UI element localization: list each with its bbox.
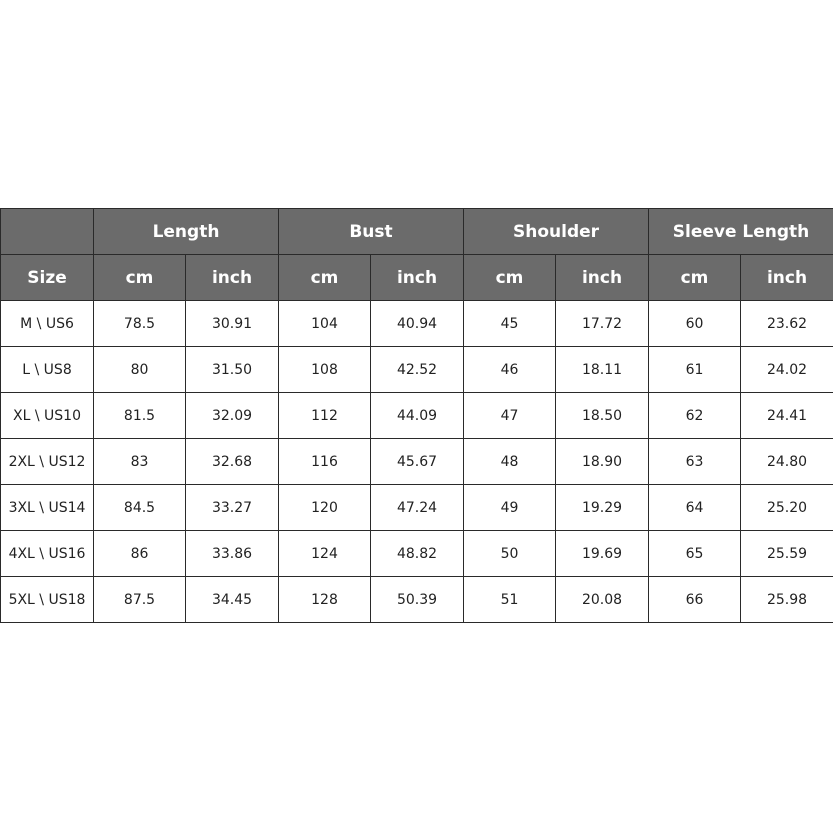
- value-cell: 25.98: [741, 577, 833, 623]
- value-cell: 116: [279, 439, 371, 485]
- unit-header-cm: cm: [94, 255, 186, 301]
- value-cell: 24.41: [741, 393, 833, 439]
- size-cell: M \ US6: [1, 301, 94, 347]
- unit-header-row: [1, 255, 833, 301]
- value-cell: 33.27: [186, 485, 279, 531]
- value-cell: 47: [464, 393, 556, 439]
- unit-header-cm: cm: [279, 255, 371, 301]
- table-row: [1, 531, 833, 577]
- size-header: Size: [1, 255, 94, 301]
- table-row: [1, 301, 833, 347]
- unit-header-inch: inch: [186, 255, 279, 301]
- value-cell: 120: [279, 485, 371, 531]
- size-cell: L \ US8: [1, 347, 94, 393]
- value-cell: 60: [649, 301, 741, 347]
- value-cell: 62: [649, 393, 741, 439]
- table-row: [1, 485, 833, 531]
- value-cell: 47.24: [371, 485, 464, 531]
- value-cell: 63: [649, 439, 741, 485]
- group-header-bust: Bust: [279, 209, 464, 255]
- table-row: [1, 347, 833, 393]
- value-cell: 81.5: [94, 393, 186, 439]
- value-cell: 112: [279, 393, 371, 439]
- value-cell: 30.91: [186, 301, 279, 347]
- value-cell: 44.09: [371, 393, 464, 439]
- value-cell: 78.5: [94, 301, 186, 347]
- table-row: [1, 439, 833, 485]
- value-cell: 45.67: [371, 439, 464, 485]
- value-cell: 32.68: [186, 439, 279, 485]
- value-cell: 45: [464, 301, 556, 347]
- value-cell: 24.02: [741, 347, 833, 393]
- value-cell: 33.86: [186, 531, 279, 577]
- value-cell: 34.45: [186, 577, 279, 623]
- size-cell: XL \ US10: [1, 393, 94, 439]
- unit-header-cm: cm: [649, 255, 741, 301]
- value-cell: 108: [279, 347, 371, 393]
- value-cell: 17.72: [556, 301, 649, 347]
- corner-cell: [1, 209, 94, 255]
- value-cell: 49: [464, 485, 556, 531]
- value-cell: 104: [279, 301, 371, 347]
- value-cell: 50: [464, 531, 556, 577]
- value-cell: 18.90: [556, 439, 649, 485]
- value-cell: 50.39: [371, 577, 464, 623]
- value-cell: 48: [464, 439, 556, 485]
- group-header-row: [1, 209, 833, 255]
- value-cell: 31.50: [186, 347, 279, 393]
- value-cell: 25.59: [741, 531, 833, 577]
- unit-header-inch: inch: [371, 255, 464, 301]
- value-cell: 42.52: [371, 347, 464, 393]
- value-cell: 61: [649, 347, 741, 393]
- value-cell: 65: [649, 531, 741, 577]
- value-cell: 84.5: [94, 485, 186, 531]
- value-cell: 19.69: [556, 531, 649, 577]
- value-cell: 66: [649, 577, 741, 623]
- value-cell: 40.94: [371, 301, 464, 347]
- value-cell: 83: [94, 439, 186, 485]
- value-cell: 24.80: [741, 439, 833, 485]
- value-cell: 46: [464, 347, 556, 393]
- size-cell: 5XL \ US18: [1, 577, 94, 623]
- size-chart-table: [0, 208, 833, 623]
- table-row: [1, 393, 833, 439]
- group-header-shoulder: Shoulder: [464, 209, 649, 255]
- value-cell: 80: [94, 347, 186, 393]
- group-header-length: Length: [94, 209, 279, 255]
- value-cell: 25.20: [741, 485, 833, 531]
- table-body: [1, 301, 833, 623]
- value-cell: 87.5: [94, 577, 186, 623]
- unit-header-inch: inch: [741, 255, 833, 301]
- size-cell: 4XL \ US16: [1, 531, 94, 577]
- size-cell: 2XL \ US12: [1, 439, 94, 485]
- value-cell: 20.08: [556, 577, 649, 623]
- table-row: [1, 577, 833, 623]
- value-cell: 19.29: [556, 485, 649, 531]
- value-cell: 23.62: [741, 301, 833, 347]
- unit-header-inch: inch: [556, 255, 649, 301]
- size-cell: 3XL \ US14: [1, 485, 94, 531]
- value-cell: 48.82: [371, 531, 464, 577]
- value-cell: 128: [279, 577, 371, 623]
- value-cell: 124: [279, 531, 371, 577]
- value-cell: 51: [464, 577, 556, 623]
- value-cell: 18.50: [556, 393, 649, 439]
- value-cell: 18.11: [556, 347, 649, 393]
- unit-header-cm: cm: [464, 255, 556, 301]
- value-cell: 32.09: [186, 393, 279, 439]
- value-cell: 64: [649, 485, 741, 531]
- group-header-sleeve-length: Sleeve Length: [649, 209, 833, 255]
- table-header: [1, 209, 833, 301]
- value-cell: 86: [94, 531, 186, 577]
